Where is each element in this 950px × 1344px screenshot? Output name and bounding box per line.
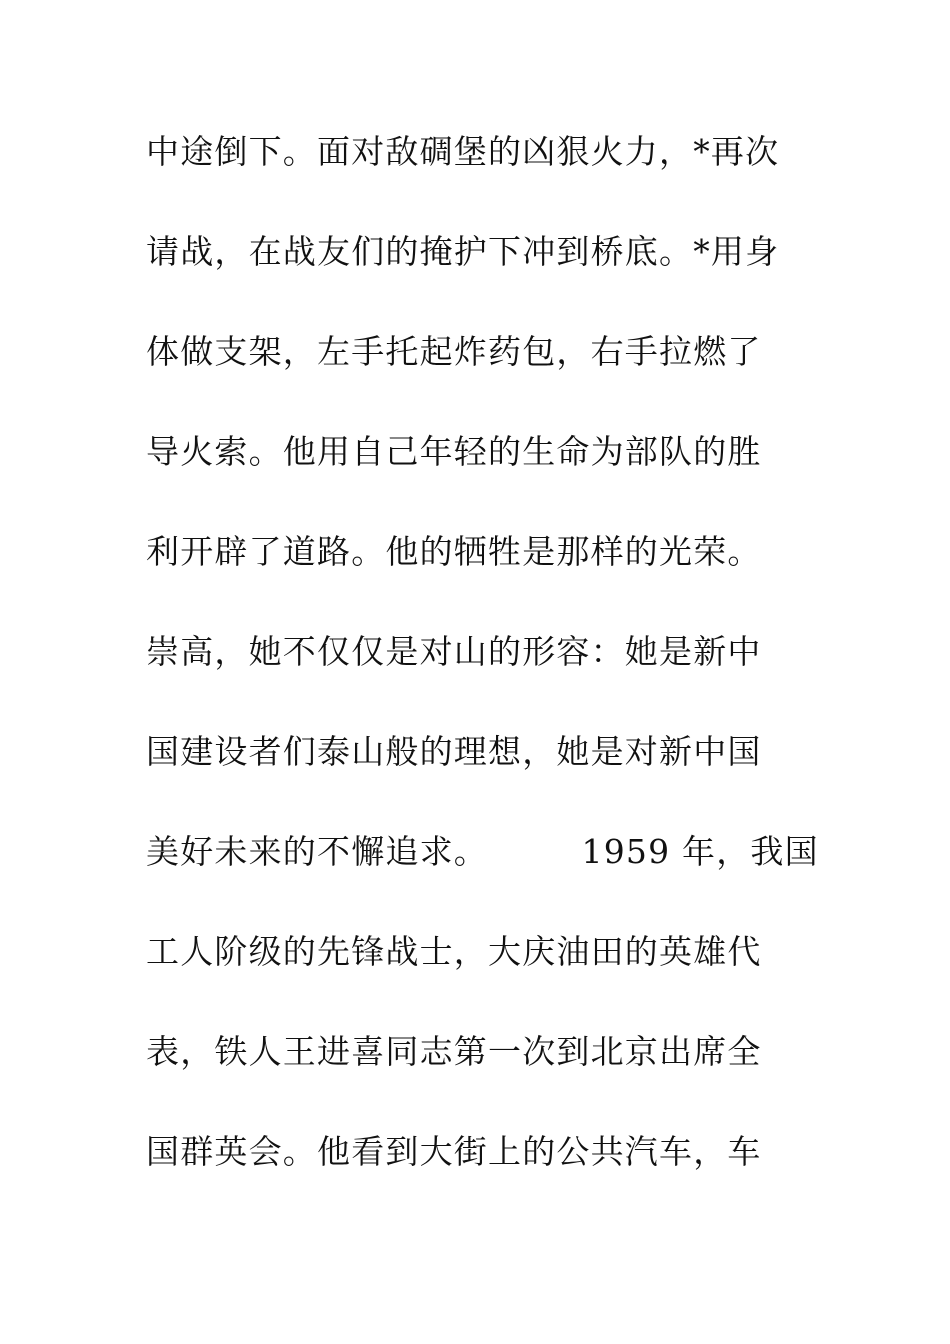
text-line: 国建设者们泰山般的理想，她是对新中国 <box>146 732 762 771</box>
text-line: 请战，在战友们的掩护下冲到桥底。*用身 <box>146 232 780 271</box>
text-line: 导火索。他用自己年轻的生命为部队的胜 <box>146 432 762 471</box>
text-line: 国群英会。他看到大街上的公共汽车，车 <box>146 1132 762 1171</box>
text-line: 工人阶级的先锋战士，大庆油田的英雄代 <box>146 932 762 971</box>
body-text <box>146 126 826 1226</box>
text-line: 中途倒下。面对敌碉堡的凶狠火力，*再次 <box>146 132 780 171</box>
text-line: 表，铁人王进喜同志第一次到北京出席全 <box>146 1032 762 1071</box>
text-line: 体做支架，左手托起炸药包，右手拉燃了 <box>146 332 762 371</box>
text-line: 利开辟了道路。他的牺牲是那样的光荣。 <box>146 532 762 571</box>
text-line: 崇高，她不仅仅是对山的形容：她是新中 <box>146 632 762 671</box>
text-line: 美好未来的不懈追求。 1959 年，我国 <box>146 832 819 871</box>
